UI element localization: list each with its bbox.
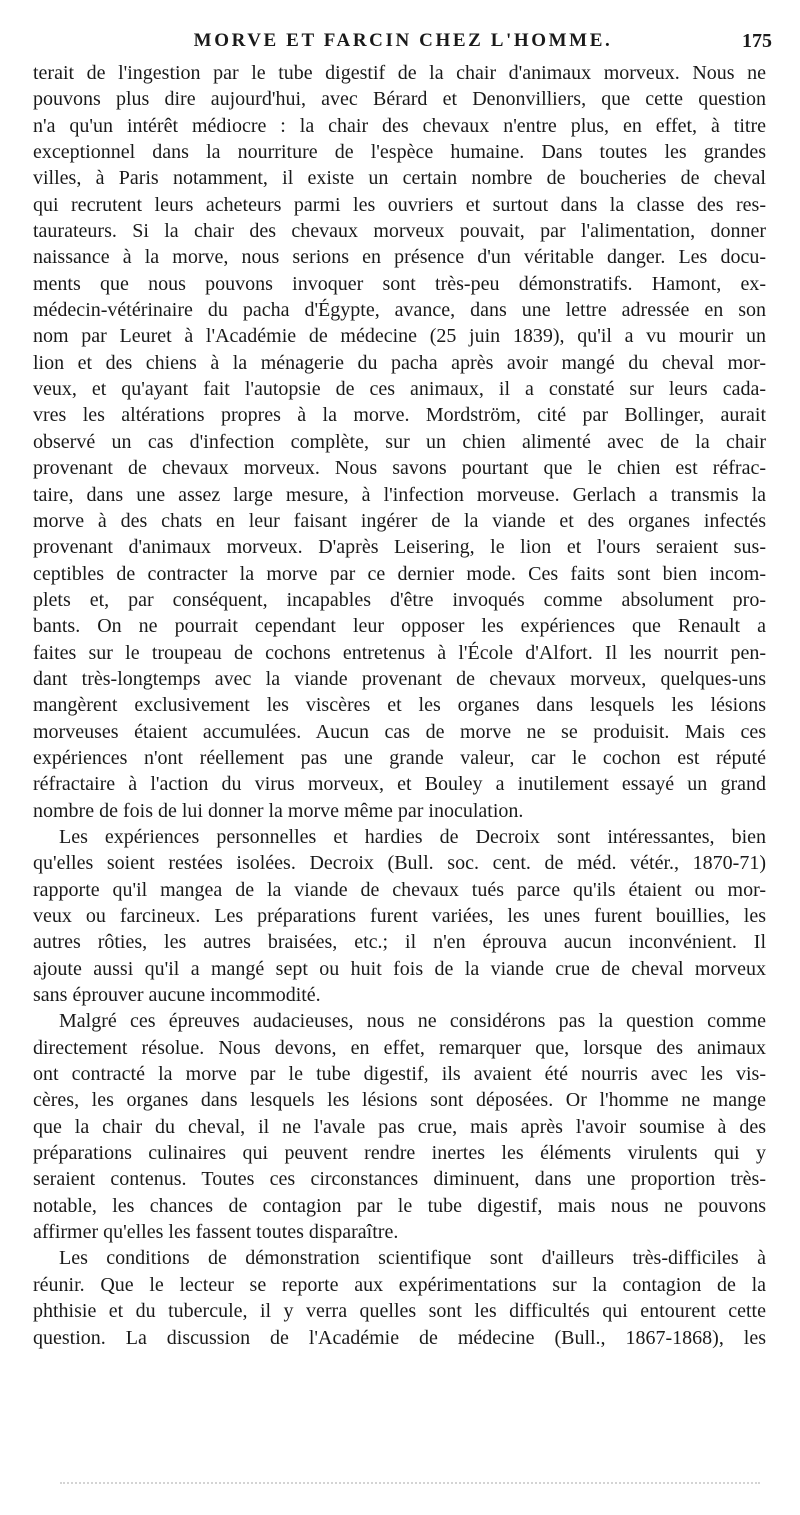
text-line: réfractaire à l'action du virus morveux, et Bouley a inutilement essayé un grand: [33, 773, 766, 796]
text-line: préparations culinaires qui peuvent rendre inertes les éléments virulents qui y: [33, 1142, 766, 1165]
text-line: pouvons plus dire aujourd'hui, avec Bérard et Denonvilliers, que cette question: [33, 88, 766, 111]
text-line: lion et des chiens à la ménagerie du pacha après avoir mangé du cheval mor-: [33, 351, 766, 374]
text-line: ceptibles de contracter la morve par ce dernier mode. Ces faits sont bien incom-: [33, 562, 766, 585]
text-line: seraient contenus. Toutes ces circonstances diminuent, dans une proportion très-: [33, 1168, 766, 1191]
text-line: Les conditions de démonstration scientifique sont d'ailleurs très-difficiles à: [59, 1247, 766, 1270]
text-line: taire, dans une assez large mesure, à l'infection morveuse. Gerlach a transmis la: [33, 483, 766, 506]
text-line: observé un cas d'infection complète, sur un chien alimenté avec de la chair: [33, 430, 766, 453]
text-line: sans éprouver aucune incommodité.: [33, 984, 321, 1007]
text-line: n'a qu'un intérêt médiocre : la chair des chevaux n'entre plus, en effet, à titre: [33, 114, 766, 137]
body-text: [33, 60, 766, 1351]
text-line: mangèrent exclusivement les viscères et les organes dans lesquels les lésions: [33, 694, 766, 717]
text-line: villes, à Paris notamment, il existe un certain nombre de boucheries de cheval: [33, 167, 766, 190]
text-line: ments que nous pouvons invoquer sont très-peu démonstratifs. Hamont, ex-: [33, 272, 766, 295]
text-line: Les expériences personnelles et hardies de Decroix sont intéressantes, bien: [59, 825, 766, 848]
text-line: autres rôties, les autres braisées, etc.; il n'en éprouva aucun inconvénient. Il: [33, 931, 766, 954]
text-line: ont contracté la morve par le tube digestif, ils avaient été nourris avec les vis-: [33, 1063, 766, 1086]
paragraph: [33, 824, 766, 1008]
text-line: naissance à la morve, nous serions en présence d'un véritable danger. Les docu-: [33, 246, 766, 269]
text-line: notable, les chances de contagion par le tube digestif, mais nous ne pouvons: [33, 1194, 766, 1217]
text-line: qu'elles soient restées isolées. Decroix (Bull. soc. cent. de méd. vétér., 1870-71): [33, 852, 766, 875]
text-line: que la chair du cheval, il ne l'avale pas crue, mais après l'avoir soumise à des: [33, 1115, 766, 1138]
text-line: réunir. Que le lecteur se reporte aux expérimentations sur la contagion de la: [33, 1273, 766, 1296]
text-line: veux ou farcineux. Les préparations furent variées, les unes furent bouillies, les: [33, 905, 766, 927]
text-line: morveuses étaient accumulées. Aucun cas de morve ne se produisit. Mais ces: [33, 720, 766, 743]
text-line: bants. On ne pourrait cependant leur opposer les expériences que Renault a: [33, 615, 766, 638]
text-line: affirmer qu'elles les fassent toutes disparaître.: [33, 1221, 399, 1244]
text-line: cères, les organes dans lesquels les lésions sont déposées. Or l'homme ne mange: [33, 1089, 766, 1112]
text-line: taurateurs. Si la chair des chevaux morveux pouvait, par l'alimentation, donner: [33, 220, 766, 243]
text-line: faites sur le troupeau de cochons entretenus à l'École d'Alfort. Il les nourrit pen-: [33, 641, 766, 664]
text-line: plets et, par conséquent, incapables d'être invoqués comme absolument pro-: [33, 588, 766, 611]
text-line: expériences n'ont réellement pas une grande valeur, car le cochon est réputé: [33, 746, 766, 769]
text-line: veux, et qu'ayant fait l'autopsie de ces animaux, il a constaté sur leurs cada-: [33, 378, 766, 401]
page-bottom-dots: [60, 1472, 760, 1484]
text-line: provenant de chevaux morveux. Nous savons pourtant que le chien est réfrac-: [33, 457, 766, 480]
text-line: exceptionnel dans la nourriture de l'espèce humaine. Dans toutes les grandes: [33, 141, 766, 164]
text-line: qui recrutent leurs acheteurs parmi les ouvriers et surtout dans la classe des res-: [33, 193, 766, 216]
text-line: morve à des chats en leur faisant ingérer de la viande et des organes infectés: [33, 509, 766, 532]
text-line: médecin-vétérinaire du pacha d'Égypte, avance, dans une lettre adressée en son: [33, 299, 766, 322]
page-number: 175: [742, 30, 772, 52]
paragraph: [33, 1245, 766, 1350]
text-line: rapporte qu'il mangea de la viande de chevaux tués parce qu'ils étaient ou mor-: [33, 878, 766, 901]
text-line: Malgré ces épreuves audacieuses, nous ne considérons pas la question comme: [59, 1010, 766, 1033]
text-line: dant très-longtemps avec la viande provenant de chevaux morveux, quelques-uns: [33, 667, 766, 690]
text-line: terait de l'ingestion par le tube digestif de la chair d'animaux morveux. Nous ne: [33, 62, 766, 84]
text-line: directement résolue. Nous devons, en effet, remarquer que, lorsque des animaux: [33, 1036, 766, 1059]
text-line: nom par Leuret à l'Académie de médecine (25 juin 1839), qu'il a vu mourir un: [33, 325, 766, 348]
text-line: question. La discussion de l'Académie de médecine (Bull., 1867-1868), les: [33, 1326, 766, 1349]
running-title: MORVE ET FARCIN CHEZ L'HOMME.: [193, 30, 613, 51]
paragraph: [33, 60, 766, 824]
running-head: [34, 30, 772, 56]
paragraph: [33, 1008, 766, 1245]
text-line: vres les altérations propres à la morve. Mordström, cité par Bollinger, aurait: [33, 404, 766, 427]
text-line: provenant d'animaux morveux. D'après Leisering, le lion et l'ours seraient sus-: [33, 536, 766, 559]
text-line: ajoute aussi qu'il a mangé sept ou huit fois de la viande crue de cheval morveux: [33, 957, 766, 980]
text-line: nombre de fois de lui donner la morve même par inoculation.: [33, 799, 524, 822]
text-line: phthisie et du tubercule, il y verra quelles sont les difficultés qui entourent cette: [33, 1300, 766, 1323]
